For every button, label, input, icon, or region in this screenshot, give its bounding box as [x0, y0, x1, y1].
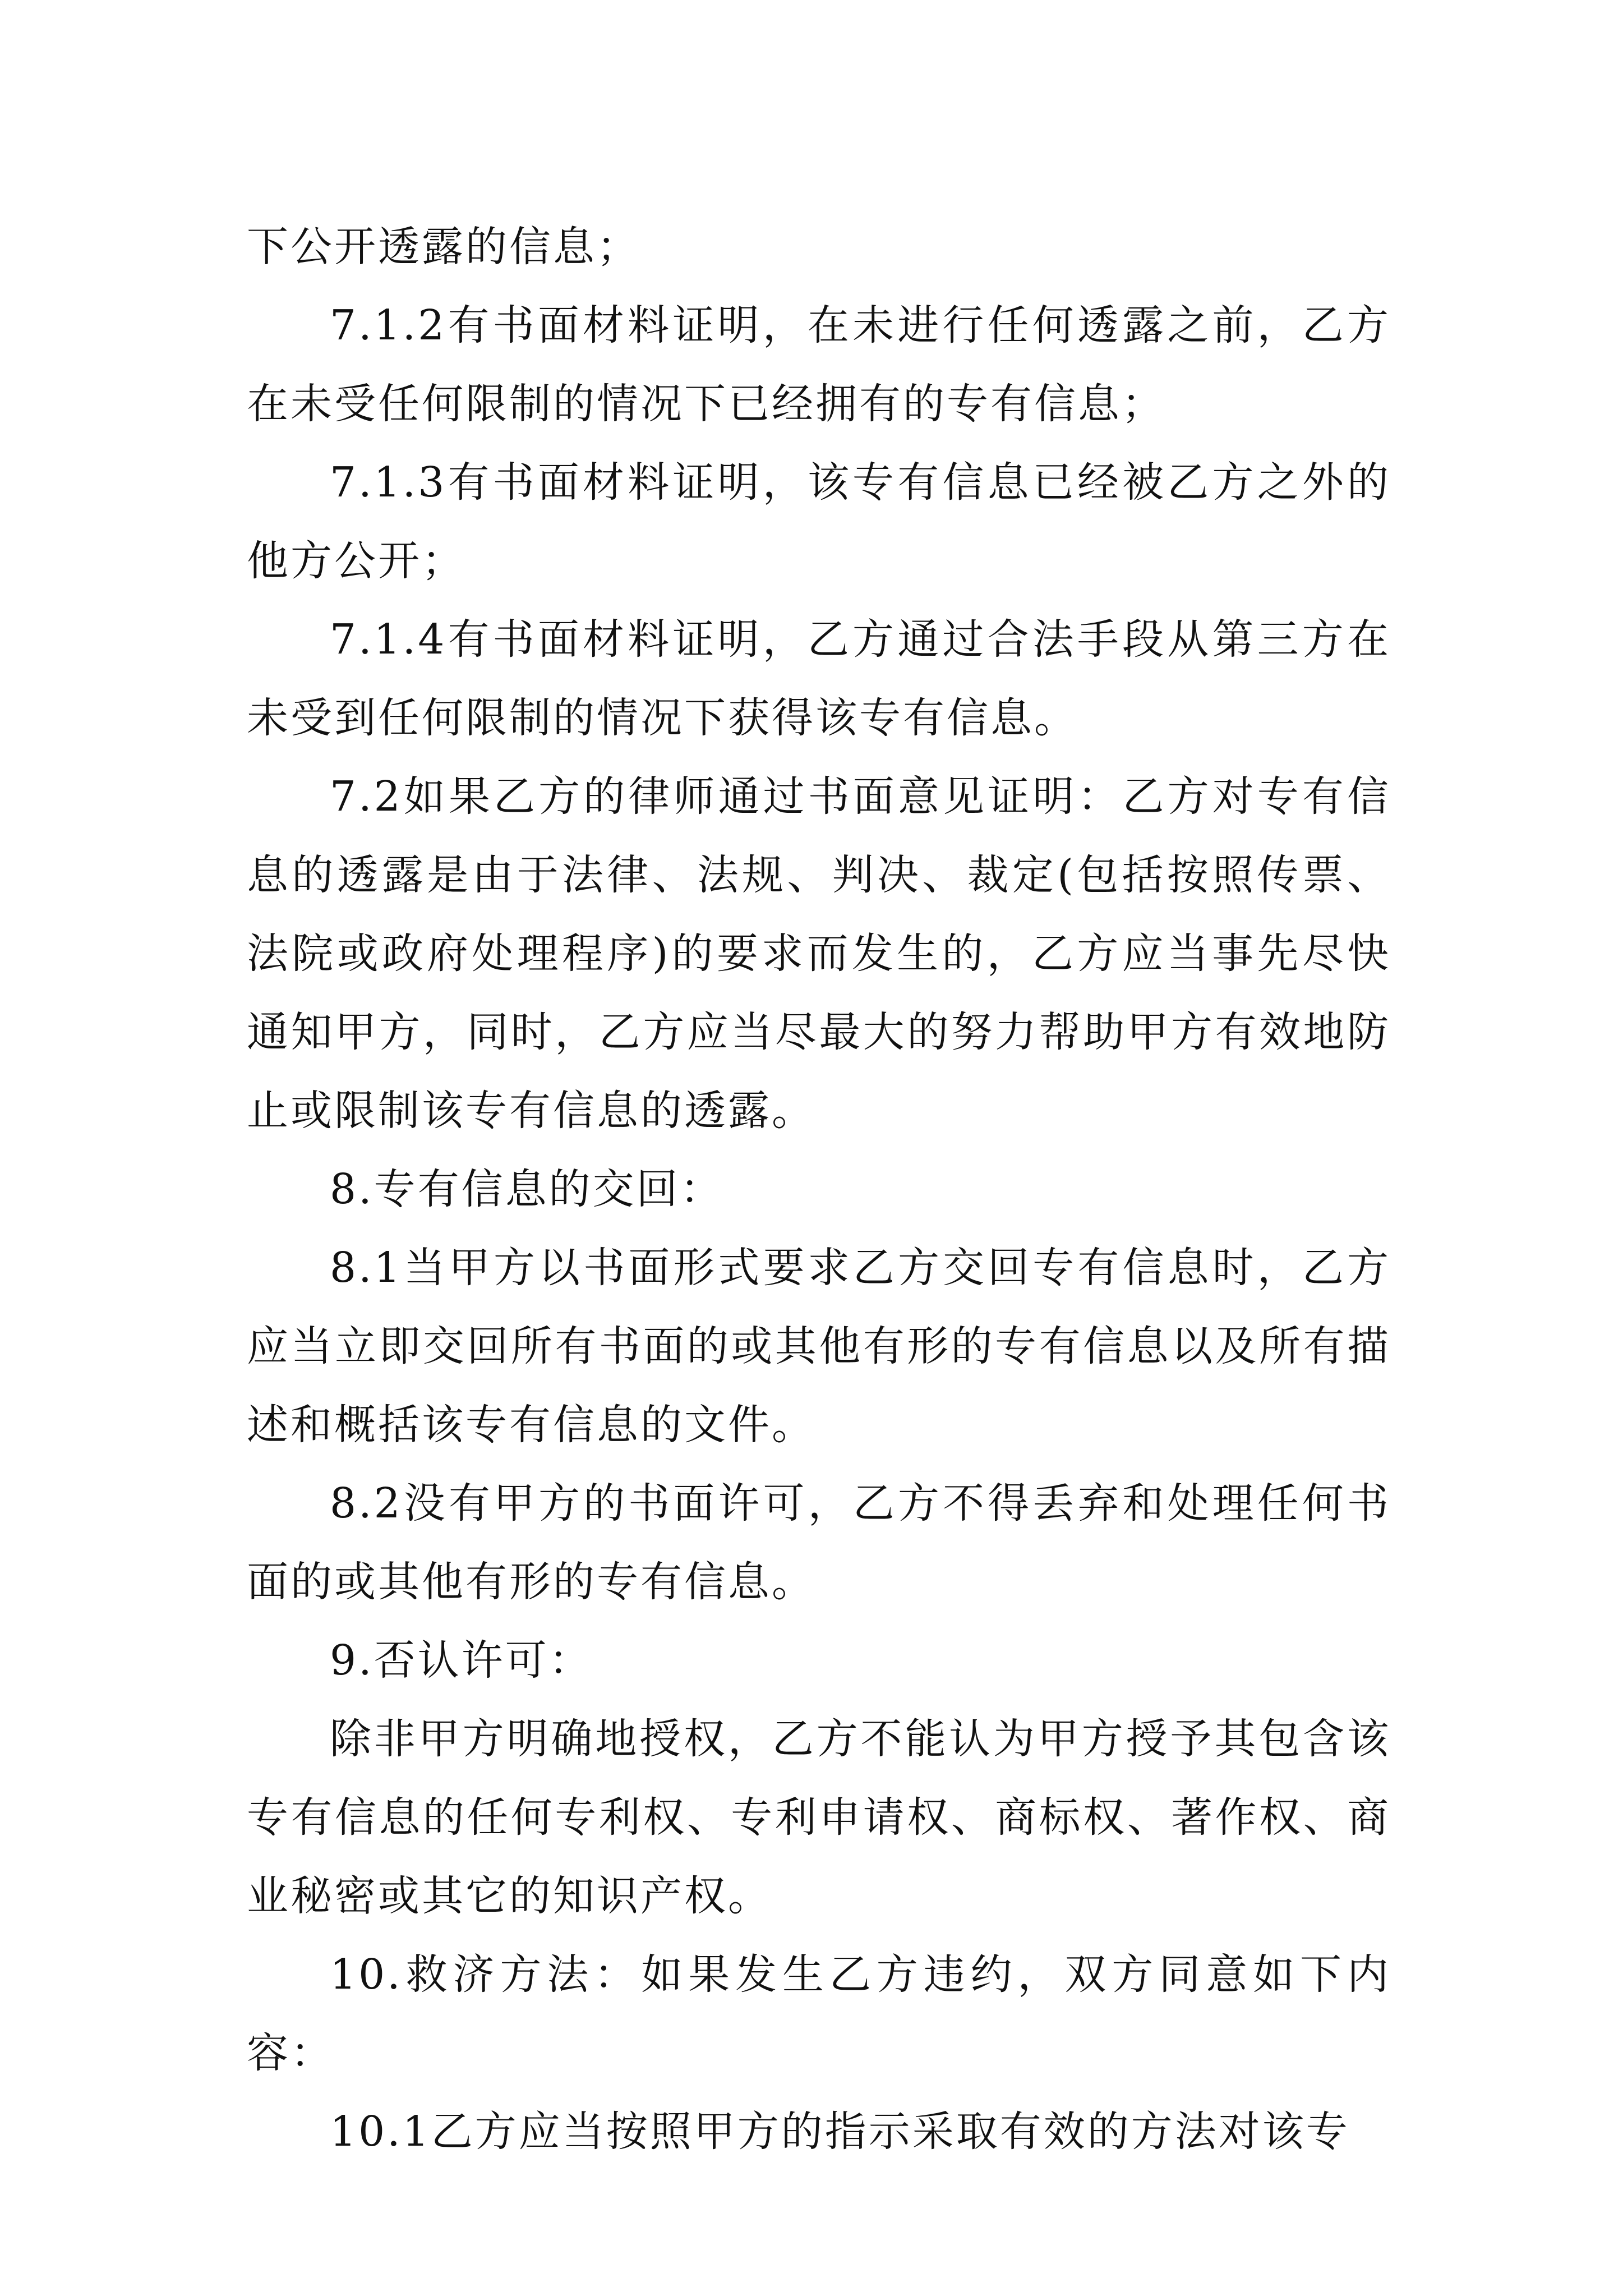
paragraph-7-1-3: 7.1.3有书面材料证明，该专有信息已经被乙方之外的他方公开； [247, 458, 1391, 585]
paragraph-7-1-2: 7.1.2有书面材料证明，在未进行任何透露之前，乙方在未受任何限制的情况下已经拥有的专有信息； [247, 301, 1391, 428]
section-10-heading: 10.救济方法：如果发生乙方违约，双方同意如下内容： [247, 1950, 1391, 2077]
paragraph-9-body: 除非甲方明确地授权，乙方不能认为甲方授予其包含该专有信息的任何专利权、专利申请权、商标权、著作权、商业秘密或其它的知识产权。 [247, 1715, 1391, 1920]
paragraph-7-2: 7.2如果乙方的律师通过书面意见证明：乙方对专有信息的透露是由于法律、法规、判决、裁定(包括按照传票、法院或政府处理程序)的要求而发生的，乙方应当事先尽快通知甲方，同时，乙方应当尽最大的努力帮助甲方有效地防止或限制该专有信息的透露。 [247, 772, 1391, 1135]
paragraph-8-2: 8.2没有甲方的书面许可，乙方不得丢弃和处理任何书面的或其他有形的专有信息。 [247, 1479, 1391, 1606]
paragraph-8-1: 8.1当甲方以书面形式要求乙方交回专有信息时，乙方应当立即交回所有书面的或其他有形的专有信息以及所有描述和概括该专有信息的文件。 [247, 1244, 1391, 1449]
section-9-heading: 9.否认许可： [330, 1636, 593, 1685]
paragraph-7-1-4: 7.1.4有书面材料证明，乙方通过合法手段从第三方在未受到任何限制的情况下获得该专有信息。 [247, 615, 1391, 742]
document-body [247, 208, 1391, 2171]
paragraph-10-1: 10.1乙方应当按照甲方的指示采取有效的方法对该专 [330, 2108, 1350, 2156]
section-8-heading: 8.专有信息的交回： [330, 1165, 724, 1213]
paragraph-7-1-1-continued: 下公开透露的信息； [247, 223, 640, 271]
